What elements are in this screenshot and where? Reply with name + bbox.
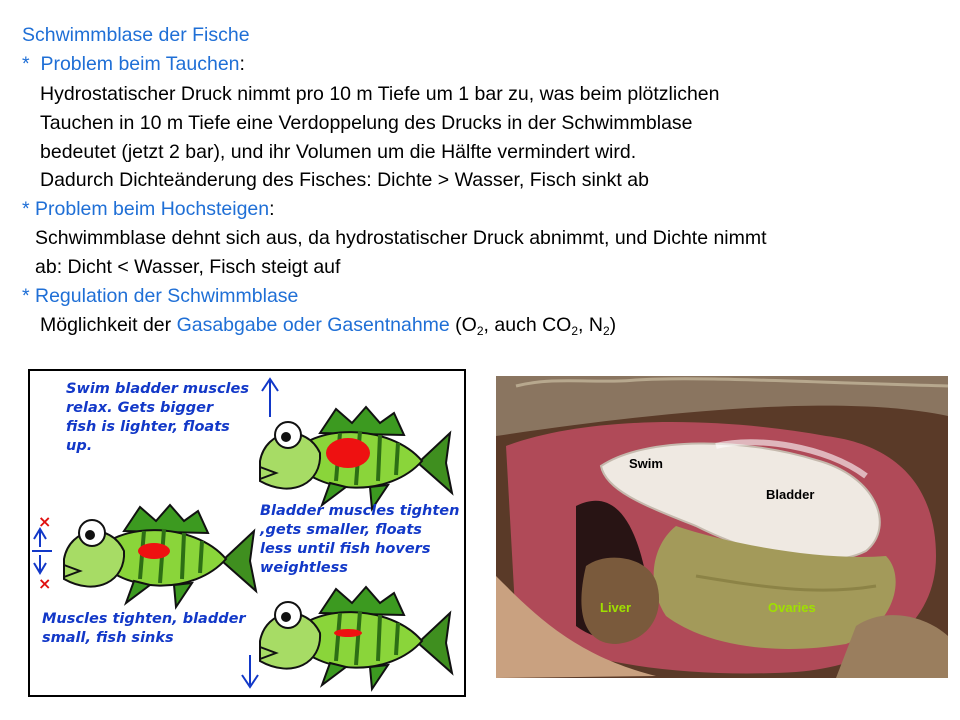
regulation-prefix: Möglichkeit der — [40, 314, 177, 336]
slide-title: Schwimmblase der Fische — [22, 24, 250, 46]
diving-line-3: bedeutet (jetzt 2 bar), und ihr Volumen um die Hälfte vermindert wird. — [40, 141, 637, 163]
rising-line-1: Schwimmblase dehnt sich aus, da hydrostatischer Druck abnimmt, und Dichte nimmt — [35, 227, 767, 249]
up-down-scale-icon — [32, 529, 52, 573]
dissection-illustration — [496, 376, 948, 678]
caption-middle-line-1: Bladder muscles tighten — [260, 503, 460, 519]
diving-line-2: Tauchen in 10 m Tiefe eine Verdoppelung des Drucks in der Schwimmblase — [40, 112, 693, 134]
label-bladder: Bladder — [766, 487, 815, 502]
caption-bottom-line-2: small, fish sinks — [42, 630, 174, 646]
cartoon-fish-diagram — [28, 369, 466, 697]
regulation-mid: , auch CO — [483, 314, 572, 336]
regulation-highlight: Gasabgabe oder Gasentnahme — [176, 314, 450, 336]
diving-line-4: Dadurch Dichteänderung des Fisches: Dichte > Wasser, Fisch sinkt ab — [40, 169, 649, 191]
fish-sinking — [260, 587, 452, 689]
caption-middle-line-3: less until fish hovers — [260, 541, 431, 557]
heading-diving-bullet: * — [22, 53, 30, 75]
diving-line-1: Hydrostatischer Druck nimmt pro 10 m Tiefe um 1 bar zu, was beim plötzlichen — [40, 83, 720, 105]
bladder-small — [334, 629, 362, 637]
heading-diving-text: Problem beim Tauchen — [40, 53, 240, 75]
heading-rising — [22, 197, 275, 221]
label-liver: Liver — [600, 600, 632, 615]
heading-rising-text: * Problem beim Hochsteigen — [22, 198, 270, 220]
regulation-open: (O — [449, 314, 477, 336]
bladder-large — [326, 438, 370, 468]
regulation-n: , N — [578, 314, 603, 336]
caption-middle-line-2: ,gets smaller, floats — [260, 522, 422, 538]
heading-regulation: * Regulation der Schwimmblase — [22, 285, 299, 307]
arrow-down-icon — [242, 655, 258, 687]
marker-bottom: × — [38, 574, 52, 593]
sub-co2: 2 — [571, 324, 579, 338]
caption-middle-line-4: weightless — [260, 560, 348, 576]
caption-top-line-4: up. — [66, 438, 93, 454]
marker-top: × — [38, 512, 52, 531]
regulation-close: ) — [609, 314, 617, 336]
heading-diving-colon: : — [239, 53, 245, 75]
rising-line-2: ab: Dicht < Wasser, Fisch steigt auf — [35, 256, 341, 278]
sub-o2: 2 — [476, 324, 484, 338]
heading-rising-colon: : — [269, 198, 275, 220]
label-ovaries: Ovaries — [768, 600, 816, 615]
bladder-medium — [138, 543, 170, 559]
caption-top-line-3: fish is lighter, floats — [66, 419, 230, 435]
label-swim: Swim — [629, 456, 663, 471]
regulation-line — [40, 313, 616, 337]
fish-floating — [260, 407, 452, 509]
sub-n2: 2 — [602, 324, 610, 338]
caption-top-line-2: relax. Gets bigger — [66, 400, 214, 416]
heading-diving — [22, 52, 245, 76]
caption-top-line-1: Swim bladder muscles — [66, 381, 249, 397]
fish-hovering — [64, 505, 256, 607]
dissection-photo — [496, 376, 948, 678]
arrow-up-icon — [262, 379, 278, 417]
caption-bottom-line-1: Muscles tighten, bladder — [42, 611, 246, 627]
